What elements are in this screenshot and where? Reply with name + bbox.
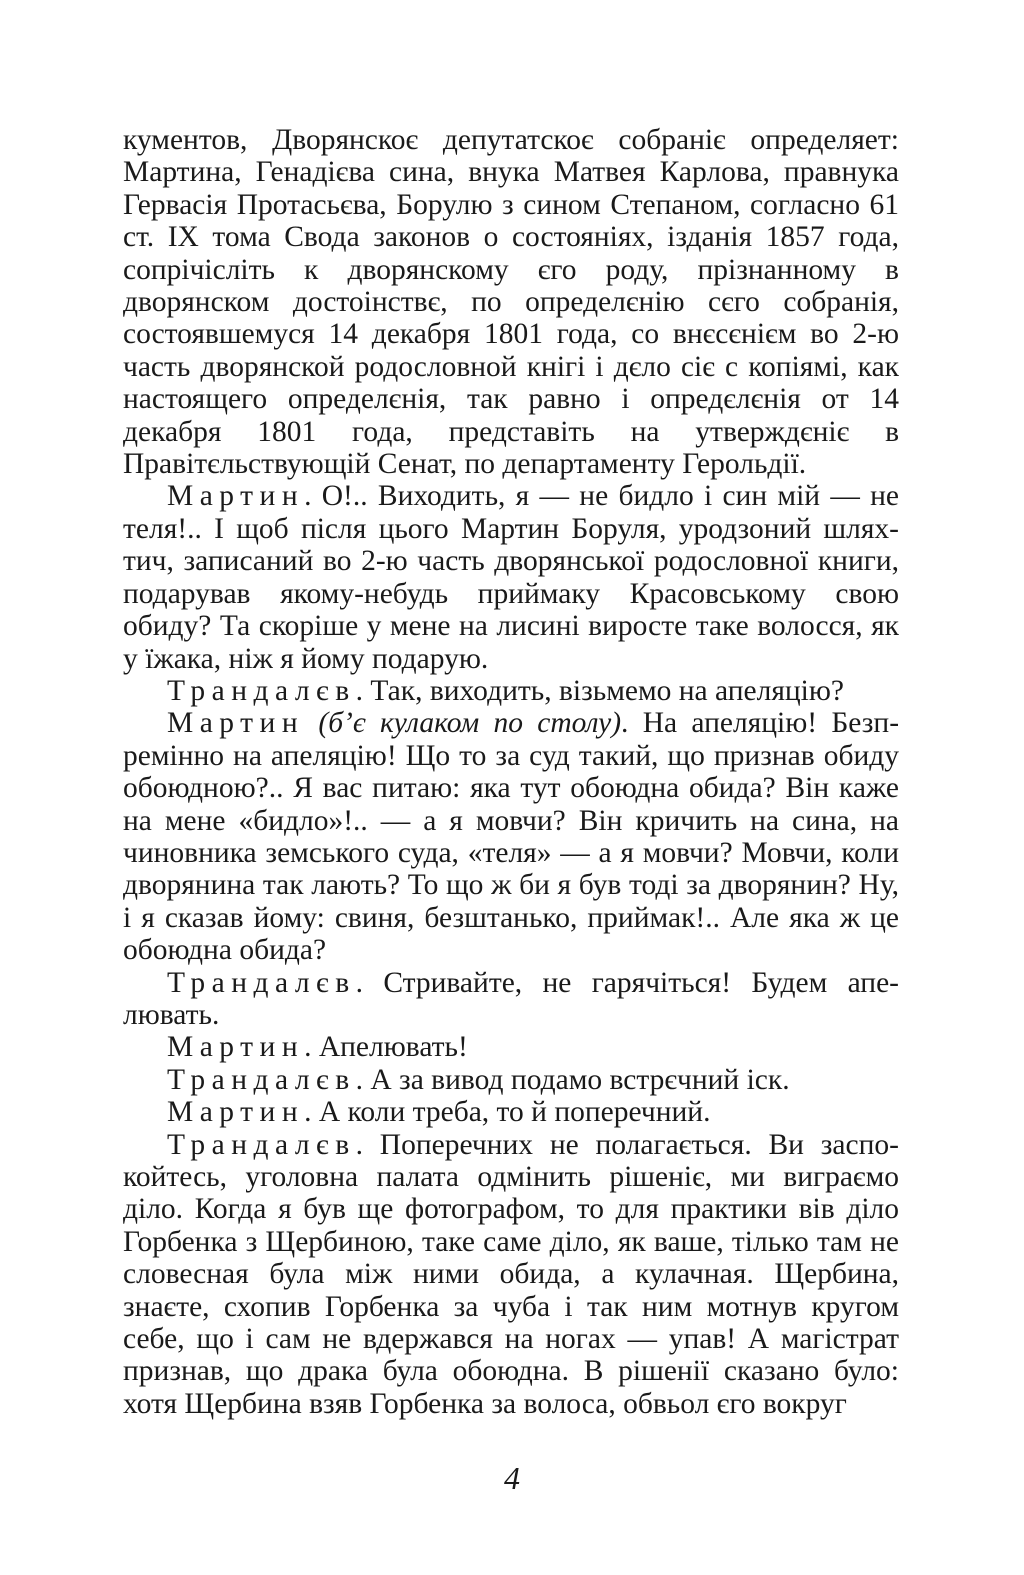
speaker-name: Мартин (167, 1096, 305, 1129)
page-body (123, 124, 899, 1420)
page-number: 4 (504, 1460, 520, 1496)
speaker-name: Трандалєв (167, 966, 356, 999)
speaker-name: Мартин (167, 1031, 305, 1064)
paragraph-7: Трандалєв. А за вивод подамо встрєчний іск. (167, 1063, 790, 1096)
speaker-name: Трандалєв (167, 1128, 356, 1161)
paragraph-1: кументов, Дворянскоє депутатскоє собраніє определяет: Мартина, Генадієва сина, внука Матвея Карлова, правнука Гервасія Протасьєва, Борулю з сином Степаном, согласно 61 ст. IX тома Свода законов о состояніях, ізданія 1857 года, сопрічісліть к дворянскому єго роду, прізнанному в дворянском достоінствє, по определєнію сєго собранія, состоявшемуся 14 декабря 1801 года, со внєсєнієм во 2-ю часть дворянской родословной кнігі і дєло сіє с копіямі, как настоящего определєнія, так равно і опредєлєнія от 14 декабря 1801 года, представіть на утверждєніє в Правітєльствующій Сенат, по департаменту Герольдії. (123, 124, 899, 481)
stage-direction: (б’є кулаком по столу) (318, 707, 622, 740)
speaker-name: Мартин (167, 707, 305, 740)
paragraph-8: Мартин. А коли треба, то й поперечний. (167, 1096, 711, 1129)
paragraph-5: Трандалєв. Стривайте, не гарячіться! Будем апелювать. (123, 966, 899, 1031)
paragraph-4: Мартин (б’є кулаком по столу). На апеляцію! Безпремінно на апеляцію! Що то за суд такий, що признав обиду обоюдною?.. Я вас питаю: яка тут обоюдна обида? Він каже на мене «бидло»!.. — а я мовчи? Він кричить на сина, на чиновника земського суда, «теля» — а я мовчи? Мовчи, коли дворянина так лають? То що ж би я був тоді за дворянин? Ну, і я сказав йому: свиня, безштанько, приймак!.. Але яка ж це обоюдна обида? (123, 707, 900, 967)
speaker-name: Трандалєв (167, 674, 356, 707)
paragraph-2: Мартин. О!.. Виходить, я — не бидло і син мій — не теля!.. І щоб після цього Мартин Боруля, уродзоний шляхтич, записаний во 2-ю часть дворянської родословної книги, подарував якому-небудь приймаку Красовському свою обиду? Та скоріше у мене на лисині виросте таке волосся, як у їжака, ніж я йому подарую. (123, 480, 899, 675)
speaker-name: Мартин (167, 480, 305, 513)
paragraph-9: Трандалєв. Поперечних не полагається. Ви заспокойтесь, уголовна палата одмінить рішеніє, ми виграємо діло. Когда я був ще фотографом, то для практики вів діло Горбенка з Щербиною, таке саме діло, як ваше, тілько там не словесная була між ними обида, а кулачная. Щербина, знаєте, схопив Горбенка за чуба і так ним мотнув кругом себе, що і сам не вдержався на ногах — упав! А магістрат признав, що драка була обоюдна. В рішенії сказано було: хотя Щербина взяв Горбенка за волоса, обвьол єго вокруг (123, 1128, 899, 1420)
speaker-name: Трандалєв (167, 1063, 356, 1096)
paragraph-6: Мартин. Апелювать! (167, 1031, 468, 1064)
paragraph-3: Трандалєв. Так, виходить, візьмемо на апеляцію? (167, 674, 845, 707)
